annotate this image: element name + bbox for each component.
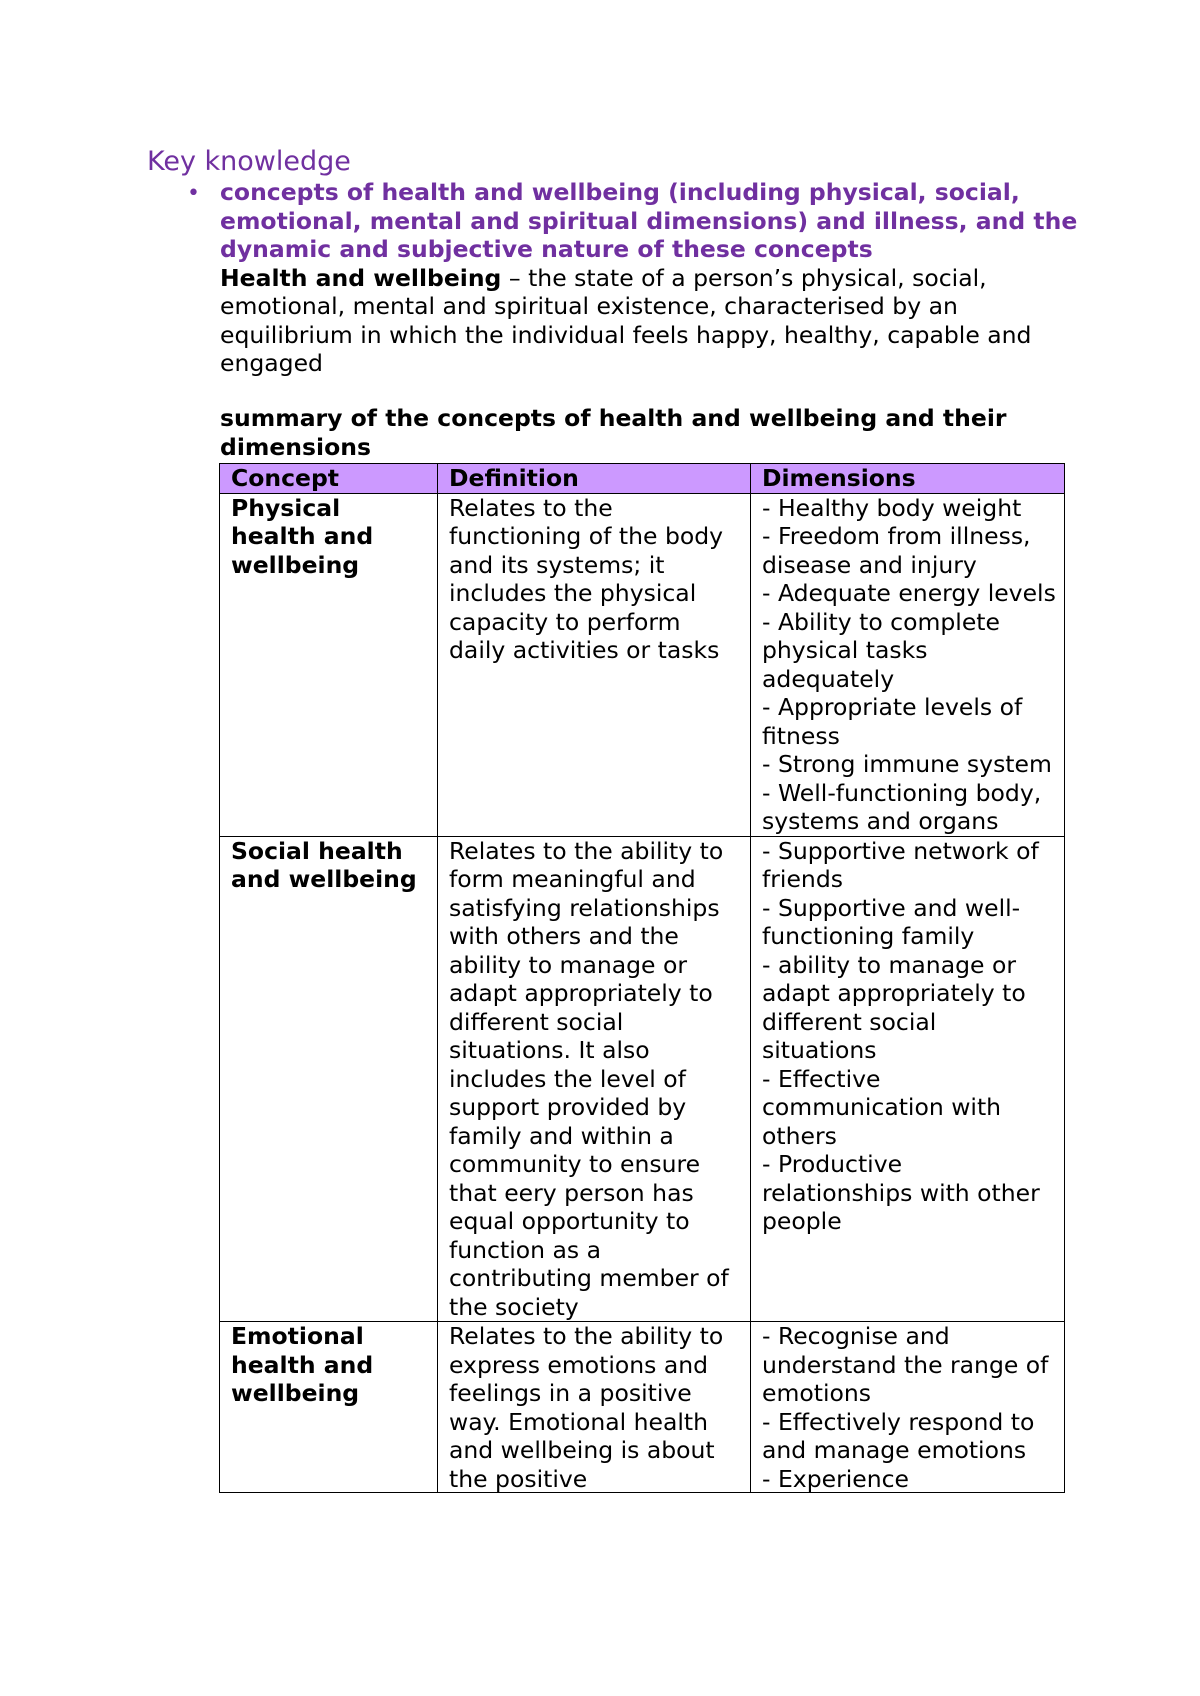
concept-cell <box>220 1322 438 1493</box>
health-wellbeing-definition <box>220 264 1090 378</box>
definition-cell <box>438 1322 751 1493</box>
dimension-item: - ability to manage or adapt appropriately to different social situations <box>762 950 1026 1064</box>
concept-cell: Social health and wellbeing <box>220 836 438 1322</box>
header-concept: Concept <box>220 464 438 494</box>
dimensions-cell <box>751 493 1065 836</box>
dimension-item: - Strong immune system <box>762 750 1052 778</box>
key-knowledge-heading: Key knowledge <box>147 146 351 177</box>
dimension-item: - Adequate energy levels <box>762 579 1056 607</box>
dimension-item: - Supportive network of friends <box>762 836 1039 893</box>
definition-text: – the state of a person’s physical, social, emotional, mental and spiritual existence, characterised by an equilibrium in which the individual feels happy, healthy, capable and engaged <box>220 263 1032 377</box>
header-definition: Definition <box>438 464 751 494</box>
dimension-item: - Effective communication with others <box>762 1064 1002 1150</box>
dimension-item: - Recognise and understand the range of emotions <box>762 1322 1049 1407</box>
dimensions-cell <box>751 836 1065 1322</box>
cell-content: Emotional health and wellbeing <box>231 1322 374 1407</box>
bullet-icon: • <box>187 181 200 206</box>
definition-cell: Relates to the functioning of the body and its systems; it includes the physical capacity to perform daily activities or tasks <box>438 493 751 836</box>
dimension-item: - Effectively respond to and manage emotions <box>762 1407 1035 1464</box>
dimension-item: - Well-functioning body, systems and organs <box>762 778 1042 835</box>
definition-term: Health and wellbeing <box>220 263 502 292</box>
dimension-item: - Supportive and well-functioning family <box>762 893 1021 950</box>
dimension-item: - Healthy body weight <box>762 493 1022 522</box>
header-dimensions: Dimensions <box>751 464 1065 494</box>
dimensions-cell <box>751 1322 1065 1493</box>
key-knowledge-bullet <box>187 178 1090 378</box>
dimension-item: - Appropriate levels of fitness <box>762 693 1023 750</box>
cell-content: Relates to the ability to express emotions and feelings in a positive way. Emotional health and wellbeing is about the positive <box>449 1322 724 1492</box>
cell-content <box>762 1322 1056 1492</box>
dimension-item: - Ability to complete physical tasks adequately <box>762 607 1000 693</box>
dimension-item: - Productive relationships with other people <box>762 1150 1040 1235</box>
table-header-row <box>220 464 1065 494</box>
dimension-item: - Experience <box>762 1464 910 1492</box>
bullet-text: concepts of health and wellbeing (including physical, social, emotional, mental and spiritual dimensions) and illness, and the dynamic and subjective nature of these concepts <box>220 178 1078 263</box>
definition-cell: Relates to the ability to form meaningful and satisfying relationships with others and the ability to manage or adapt appropriately to different social situations. It also includes the level of support provided by family and within a community to ensure that eery person has equal opportunity to function as a contributing member of the society <box>438 836 751 1322</box>
table-row <box>220 836 1065 1322</box>
table-row <box>220 493 1065 836</box>
concepts-table <box>219 463 1065 1493</box>
dimension-item: - Freedom from illness, disease and injury <box>762 522 1031 579</box>
summary-title: summary of the concepts of health and wellbeing and their dimensions <box>220 404 1007 461</box>
concept-cell: Physical health and wellbeing <box>220 493 438 836</box>
table-row <box>220 1322 1065 1493</box>
